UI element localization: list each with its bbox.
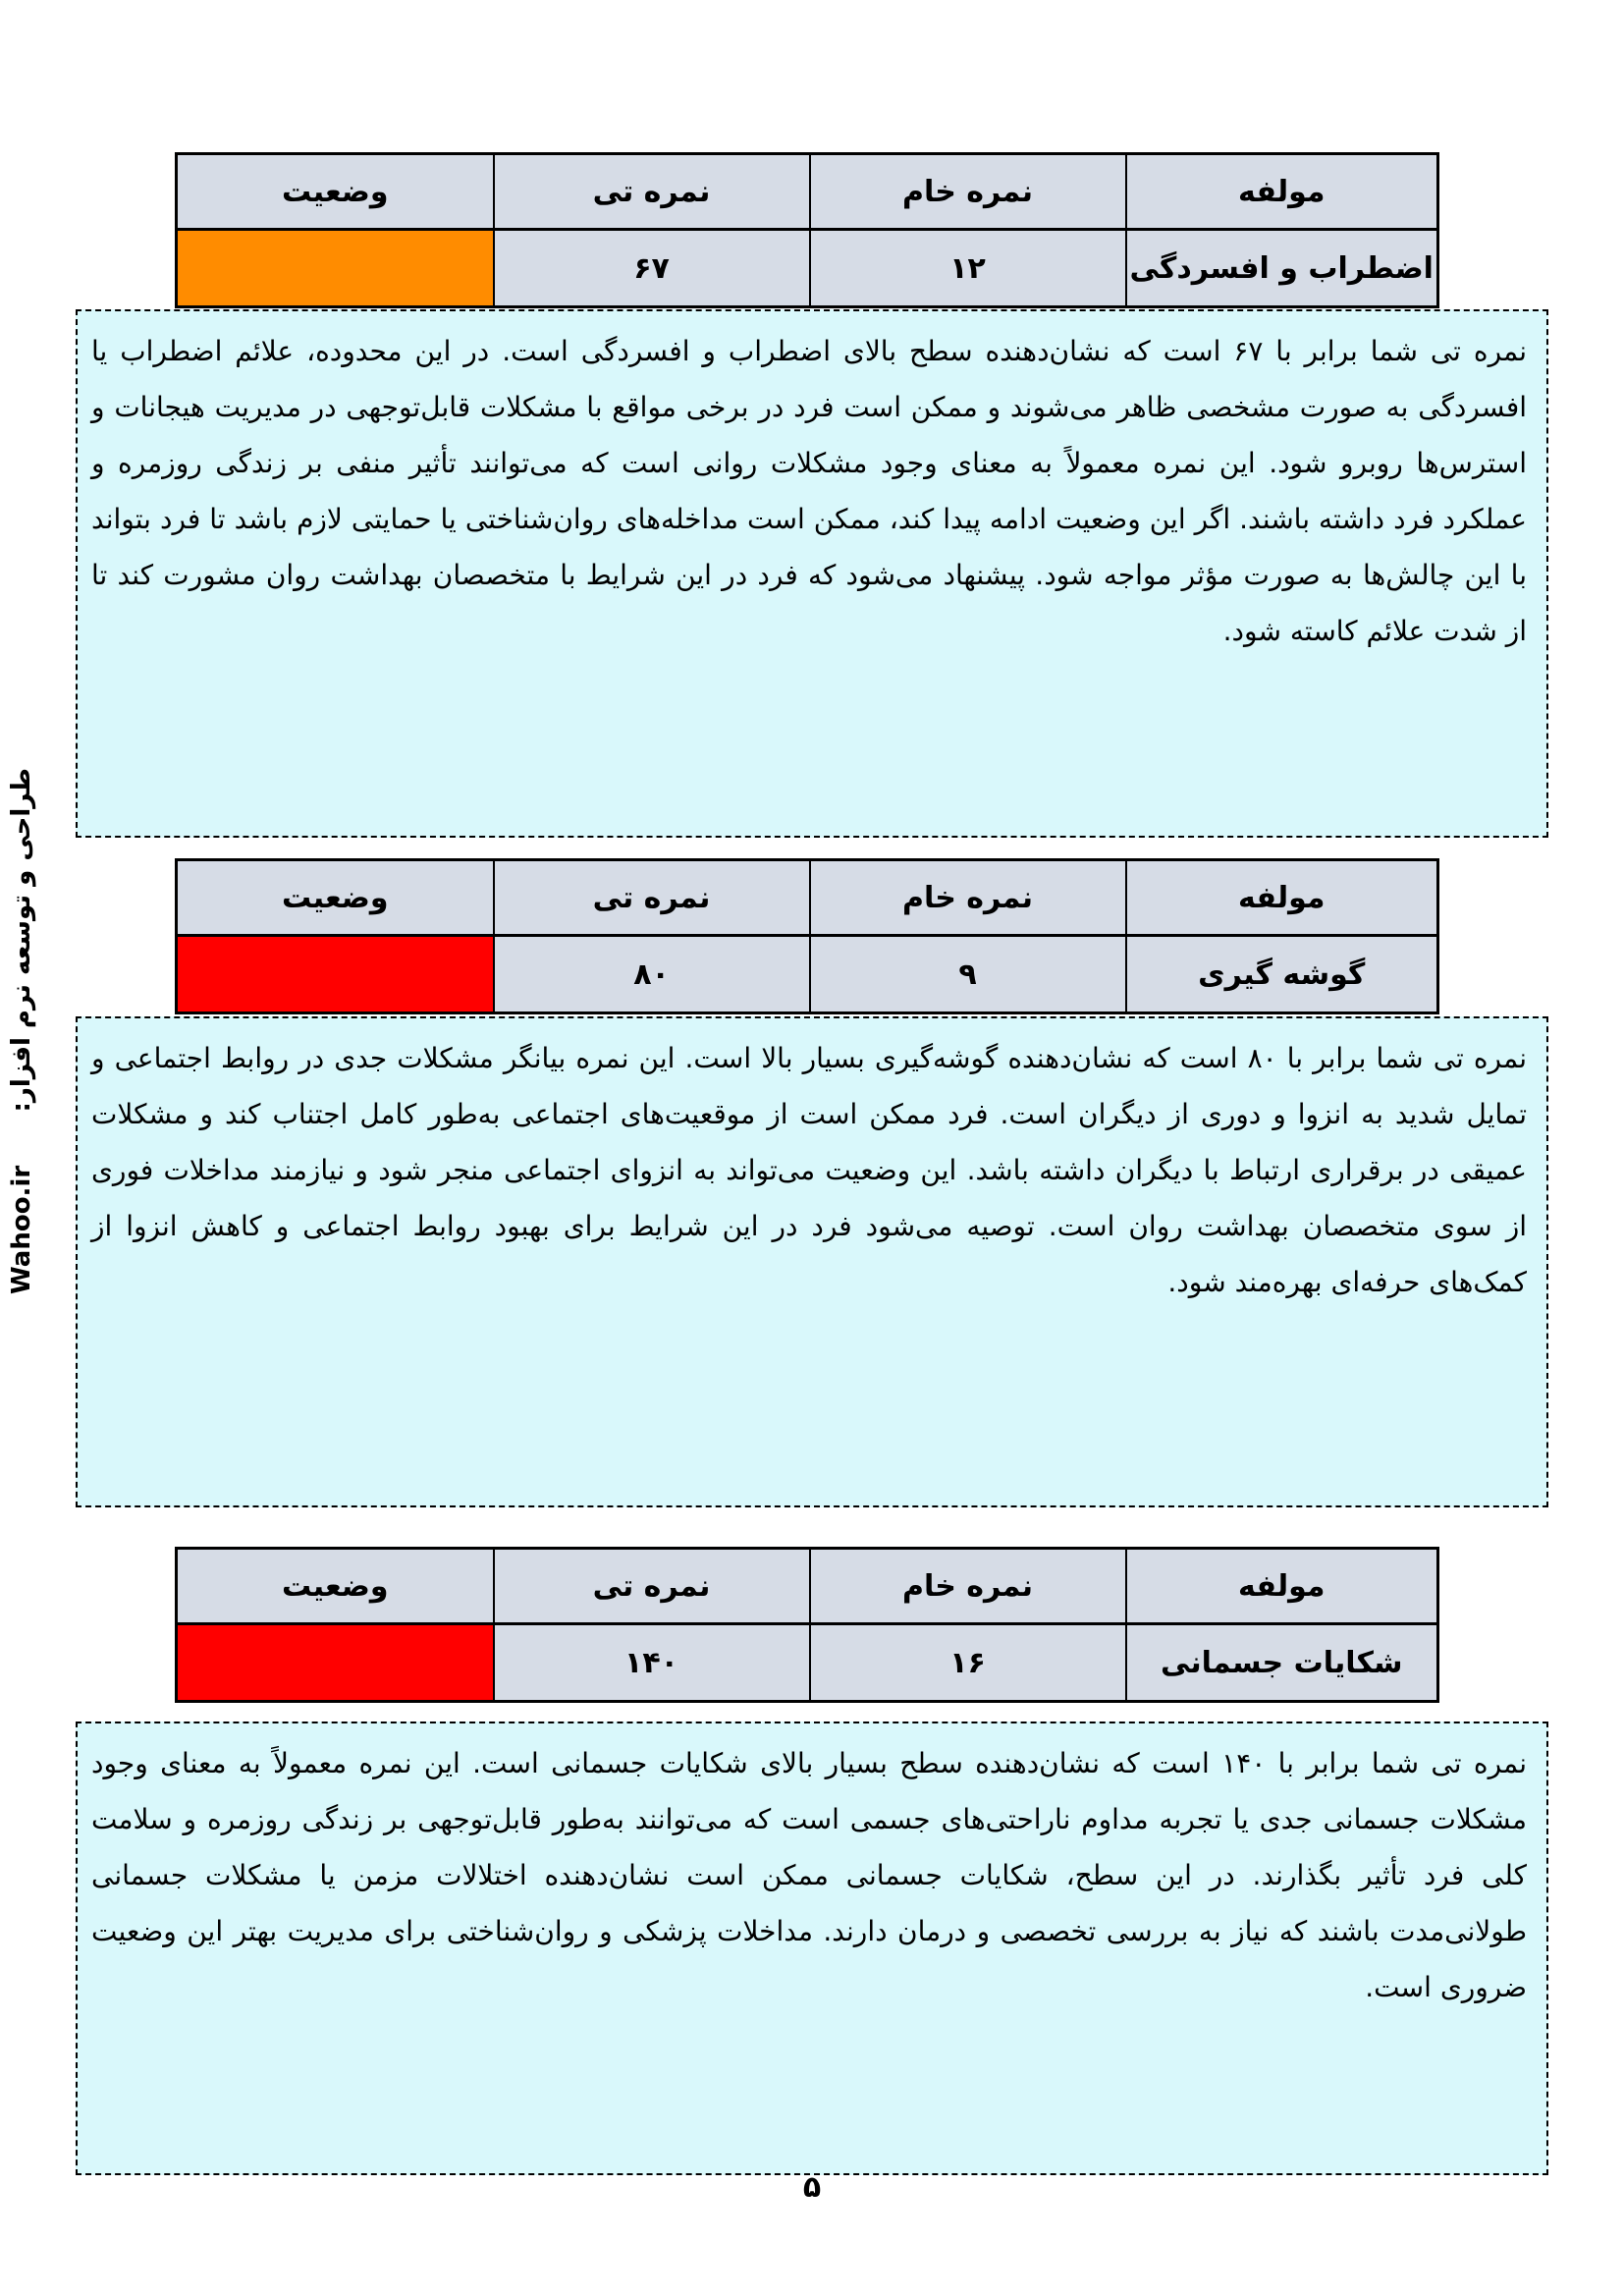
- raw-score-cell: ۱۶: [810, 1624, 1126, 1702]
- component-cell: اضطراب و افسردگی: [1126, 230, 1438, 307]
- status-cell: [177, 936, 494, 1013]
- table-header-row: [177, 860, 1438, 936]
- col-header-component: مولفه: [1126, 860, 1438, 936]
- col-header-raw-score: نمره خام: [810, 154, 1126, 230]
- status-cell: [177, 230, 494, 307]
- table-header-row: [177, 1549, 1438, 1624]
- col-header-raw-score: نمره خام: [810, 860, 1126, 936]
- col-header-t-score: نمره تی: [494, 1549, 810, 1624]
- t-score-cell: ۱۴۰: [494, 1624, 810, 1702]
- table-header-row: [177, 154, 1438, 230]
- table-row: [177, 1624, 1438, 1702]
- description-box: نمره تی شما برابر با ۸۰ است که نشان‌دهنده گوشه‌گیری بسیار بالا است. این نمره بیانگر مشکلات جدی در روابط اجتماعی و تمایل شدید به انزوا و دوری از دیگران است. فرد ممکن است از موقعیت‌های اجتماعی به‌طور کامل اجتناب کند و مشکلات عمیقی در برقراری ارتباط با دیگران داشته باشد. این وضعیت می‌تواند به انزوای اجتماعی منجر شود و نیازمند مداخلات فوری از سوی متخصصان بهداشت روان است. توصیه می‌شود فرد در این شرایط برای بهبود روابط اجتماعی و کاهش انزوا از کمک‌های حرفه‌ای بهره‌مند شود.: [76, 1016, 1548, 1507]
- col-header-status: وضعیت: [177, 154, 494, 230]
- raw-score-cell: ۹: [810, 936, 1126, 1013]
- table-row: [177, 230, 1438, 307]
- description-box: نمره تی شما برابر با ۱۴۰ است که نشان‌دهنده سطح بسیار بالای شکایات جسمانی است. این نمره معمولاً به معنای وجود مشکلات جسمانی جدی یا تجربه مداوم ناراحتی‌های جسمی است که می‌توانند به‌طور قابل‌توجهی بر زندگی روزمره و سلامت کلی فرد تأثیر بگذارند. در این سطح، شکایات جسمانی ممکن است نشان‌دهنده اختلالات مزمن یا مشکلات جسمانی طولانی‌مدت باشند که نیاز به بررسی تخصصی و درمان دارند. مداخلات پزشکی و روان‌شناختی برای مدیریت بهتر این وضعیت ضروری است.: [76, 1722, 1548, 2175]
- col-header-status: وضعیت: [177, 1549, 494, 1624]
- score-table-anxiety-depression: [175, 152, 1439, 308]
- sidebar-credit: طراحی و توسعه نرم افزار: Wahoo.ir: [7, 768, 36, 1294]
- score-table-somatic-complaints: [175, 1547, 1439, 1703]
- status-cell: [177, 1624, 494, 1702]
- component-cell: شکایات جسمانی: [1126, 1624, 1438, 1702]
- score-table-withdrawal: [175, 858, 1439, 1014]
- table-row: [177, 936, 1438, 1013]
- raw-score-cell: ۱۲: [810, 230, 1126, 307]
- t-score-cell: ۶۷: [494, 230, 810, 307]
- t-score-cell: ۸۰: [494, 936, 810, 1013]
- col-header-raw-score: نمره خام: [810, 1549, 1126, 1624]
- component-cell: گوشه گیری: [1126, 936, 1438, 1013]
- col-header-status: وضعیت: [177, 860, 494, 936]
- col-header-component: مولفه: [1126, 154, 1438, 230]
- description-box: نمره تی شما برابر با ۶۷ است که نشان‌دهنده سطح بالای اضطراب و افسردگی است. در این محدوده، علائم اضطراب یا افسردگی به صورت مشخصی ظاهر می‌شوند و ممکن است فرد در برخی مواقع با مشکلات قابل‌توجهی در مدیریت هیجانات و استرس‌ها روبرو شود. این نمره معمولاً به معنای وجود مشکلات روانی است که می‌توانند تأثیر منفی بر زندگی روزمره و عملکرد فرد داشته باشند. اگر این وضعیت ادامه پیدا کند، ممکن است مداخله‌های روان‌شناختی یا حمایتی لازم باشد تا فرد بتواند با این چالش‌ها به صورت مؤثر مواجه شود. پیشنهاد می‌شود که فرد در این شرایط با متخصصان بهداشت روان مشورت کند تا از شدت علائم کاسته شود.: [76, 309, 1548, 838]
- col-header-t-score: نمره تی: [494, 860, 810, 936]
- col-header-t-score: نمره تی: [494, 154, 810, 230]
- col-header-component: مولفه: [1126, 1549, 1438, 1624]
- page-number: ۵: [802, 2170, 822, 2205]
